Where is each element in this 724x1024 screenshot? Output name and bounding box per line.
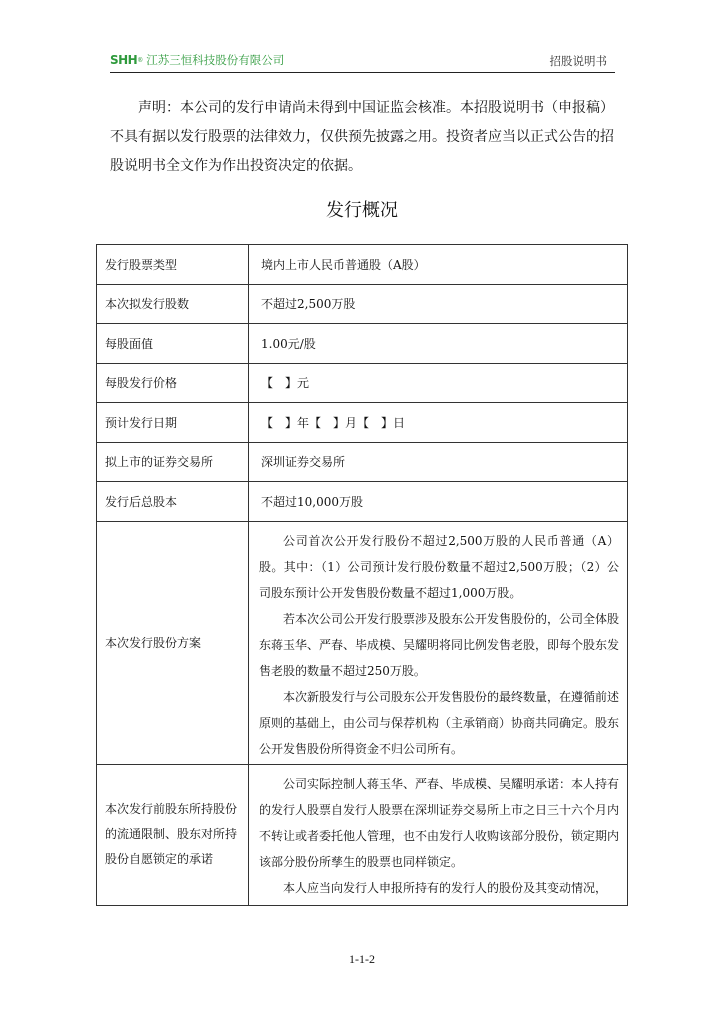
company-logo: [110, 53, 284, 67]
row-value: 境内上市人民币普通股（A股）: [249, 245, 628, 285]
logo-mark: SHH: [110, 53, 138, 67]
row-label: 发行股票类型: [97, 245, 249, 285]
plan-paragraph: 若本次公司公开发行股票涉及股东公开发售股份的，公司全体股东蒋玉华、严春、毕成模、吴耀明将同比例发售老股，即每个股东发售老股的数量不超过250万股。: [259, 611, 620, 678]
table-row-issuance-plan: [97, 521, 628, 764]
registered-mark: ®: [137, 56, 144, 64]
company-name: 江苏三恒科技股份有限公司: [146, 53, 285, 67]
lockup-paragraph: 公司实际控制人蒋玉华、严春、毕成模、吴耀明承诺：本人持有的发行人股票自发行人股票在深圳证券交易所上市之日三十六个月内不转让或者委托他人管理，也不由发行人收购该部分股份，锁定期内该部分股份所孳生的股票也同样锁定。: [259, 776, 620, 869]
offering-overview-table: [96, 244, 628, 906]
row-value: 【 】年【 】月【 】日: [249, 403, 628, 443]
section-title: 发行概况: [326, 200, 398, 221]
plan-paragraph: 公司首次公开发行股份不超过2,500万股的人民币普通（A）股。其中：（1）公司预计发行股份数量不超过2,500万股；（2）公司股东预计公开发售股份数量不超过1,000万股。: [259, 533, 619, 600]
table-row: [97, 442, 628, 482]
row-label: 本次发行股份方案: [97, 521, 249, 764]
row-value: 1.00元/股: [249, 324, 628, 364]
row-label: 每股发行价格: [97, 363, 249, 403]
row-label: 本次发行前股东所持股份的流通限制、股东对所持股份自愿锁定的承诺: [97, 764, 249, 905]
row-label: 发行后总股本: [97, 482, 249, 522]
table-row: [97, 245, 628, 285]
row-value: 不超过2,500万股: [249, 284, 628, 324]
page-header: [110, 50, 615, 73]
table-row: [97, 284, 628, 324]
table-row: [97, 482, 628, 522]
plan-paragraph: 本次新股发行与公司股东公开发售股份的最终数量，在遵循前述原则的基础上，由公司与保荐机构（主承销商）协商共同确定。股东公开发售股份所得资金不归公司所有。: [259, 689, 620, 756]
row-value-issuance-plan: [249, 521, 628, 764]
row-label: 拟上市的证券交易所: [97, 442, 249, 482]
lockup-paragraph: 本人应当向发行人申报所持有的发行人的股份及其变动情况，: [283, 880, 608, 895]
row-value-lockup: [249, 764, 628, 905]
row-label: 本次拟发行股数: [97, 284, 249, 324]
row-value: 【 】元: [249, 363, 628, 403]
table-row: [97, 363, 628, 403]
row-value: 深圳证券交易所: [249, 442, 628, 482]
row-value: 不超过10,000万股: [249, 482, 628, 522]
row-label: 预计发行日期: [97, 403, 249, 443]
document-title: 招股说明书: [549, 54, 607, 68]
disclaimer-statement: 声明：本公司的发行申请尚未得到中国证监会核准。本招股说明书（申报稿）不具有据以发行股票的法律效力，仅供预先披露之用。投资者应当以正式公告的招股说明书全文作为作出投资决定的依据。: [110, 100, 614, 174]
table-row: [97, 403, 628, 443]
table-row-lockup: [97, 764, 628, 905]
row-label: 每股面值: [97, 324, 249, 364]
table-row: [97, 324, 628, 364]
page-number: 1-1-2: [349, 952, 375, 966]
